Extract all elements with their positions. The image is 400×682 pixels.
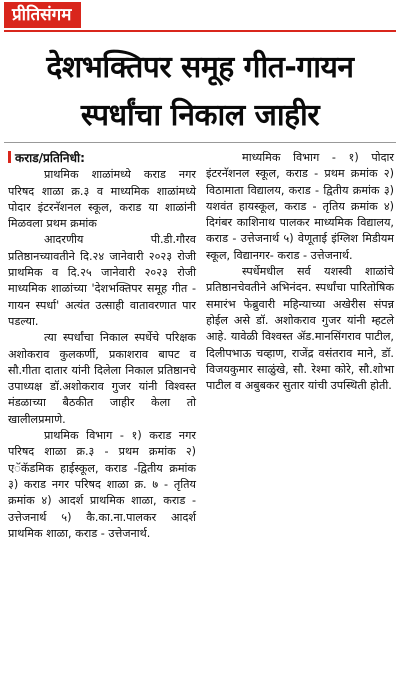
byline-text: कराड/प्रतिनिधी:: [15, 151, 85, 165]
article-column-right: [206, 150, 394, 680]
article-body: [8, 150, 394, 680]
paragraph-closing: स्पर्धेमधील सर्व यशस्वी शाळांचे प्रतिष्ठानचेवतीने अभिनंदन. स्पर्धांचा पारितोषिक समारंभ फेब्रुवारी महिन्याच्या अखेरीस संपन्न होईल असे डॉ. अशोकराव गुजर यांनी म्हटले आहे. यावेळी विश्वस्त ॲड.मानसिंगराव पाटील, दिलीपभाऊ चव्हाण, राजेंद्र वसंतराव माने, डॉ. विजयकुमार साळुंखे, सौ. रेश्मा कोरे, सौ.शोभा पाटील व अबुबकर सुतार यांची उपस्थिती होती.: [206, 265, 394, 393]
headline-line-1: देशभक्तिपर समूह गीत-गायन: [46, 50, 354, 85]
section-name: प्रीतिसंगम: [4, 2, 81, 28]
headline-line-2: स्पर्धांचा निकाल जाहीर: [80, 98, 320, 133]
paragraph-primary-results: प्राथमिक विभाग - १) कराड नगर परिषद शाळा क्र.३ - प्रथम क्रमांक २) एॅकॅडमिक हाईस्कूल, कराड -द्वितीय क्रमांक ३) कराड नगर परिषद शाळा क्र. ७ - तृतिय क्रमांक ४) आदर्श प्राथमिक शाळा, कराड - उत्तेजनार्थ ५) कै.का.ना.पालकर आदर्श प्राथमिक शाळा, कराड - उत्तेजनार्थ.: [8, 429, 196, 540]
article-column-left: [8, 150, 196, 680]
headline: [0, 44, 400, 140]
paragraph-event: आदरणीय पी.डी.गौरव प्रतिष्ठानच्यावतीने दि.२४ जानेवारी २०२३ रोजी प्राथमिक व दि.२५ जानेवारी २०२३ रोजी माध्यमिक शाळांच्या 'देशभक्तिपर समूह गीत - गायन स्पर्धा' अत्यंत उत्साही वातावरणात पार पडल्या.: [8, 233, 196, 328]
headline-divider: [4, 142, 396, 143]
byline: [8, 150, 196, 166]
byline-marker: [8, 151, 11, 163]
section-masthead: [4, 2, 396, 32]
paragraph-judges: त्या स्पर्धांचा निकाल स्पर्धेचे परिक्षक अशोकराव कुलकर्णी, प्रकाशराव बापट व सौ.गीता दातार यांनी दिलेला निकाल प्रतिष्ठानचे उपाध्यक्ष डॉ.अशोकराव गुजर यांनी विश्वस्त मंडळाच्या बैठकीत जाहीर केला तो खालीलप्रमाणे.: [8, 331, 196, 426]
paragraph-intro: प्राथमिक शाळांमध्ये कराड नगर परिषद शाळा क्र.३ व माध्यमिक शाळांमध्ये पोदार इंटरनॅशनल स्कूल, कराड या शाळांनी मिळवला प्रथम क्रमांक: [8, 168, 196, 231]
paragraph-secondary-results: माध्यमिक विभाग - १) पोदार इंटरनॅशनल स्कूल, कराड - प्रथम क्रमांक २) विठामाता विद्यालय, कराड - द्वितीय क्रमांक ३) यशवंत हायस्कूल, कराड - तृतिय क्रमांक ४) दिगंबर काशिनाथ पालकर माध्यमिक विद्यालय, कराड - उत्तेजनार्थ ५) वेणूताई इंग्लिश मिडीयम स्कूल, विद्यानगर- कराड - उत्तेजनार्थ.: [206, 151, 394, 262]
